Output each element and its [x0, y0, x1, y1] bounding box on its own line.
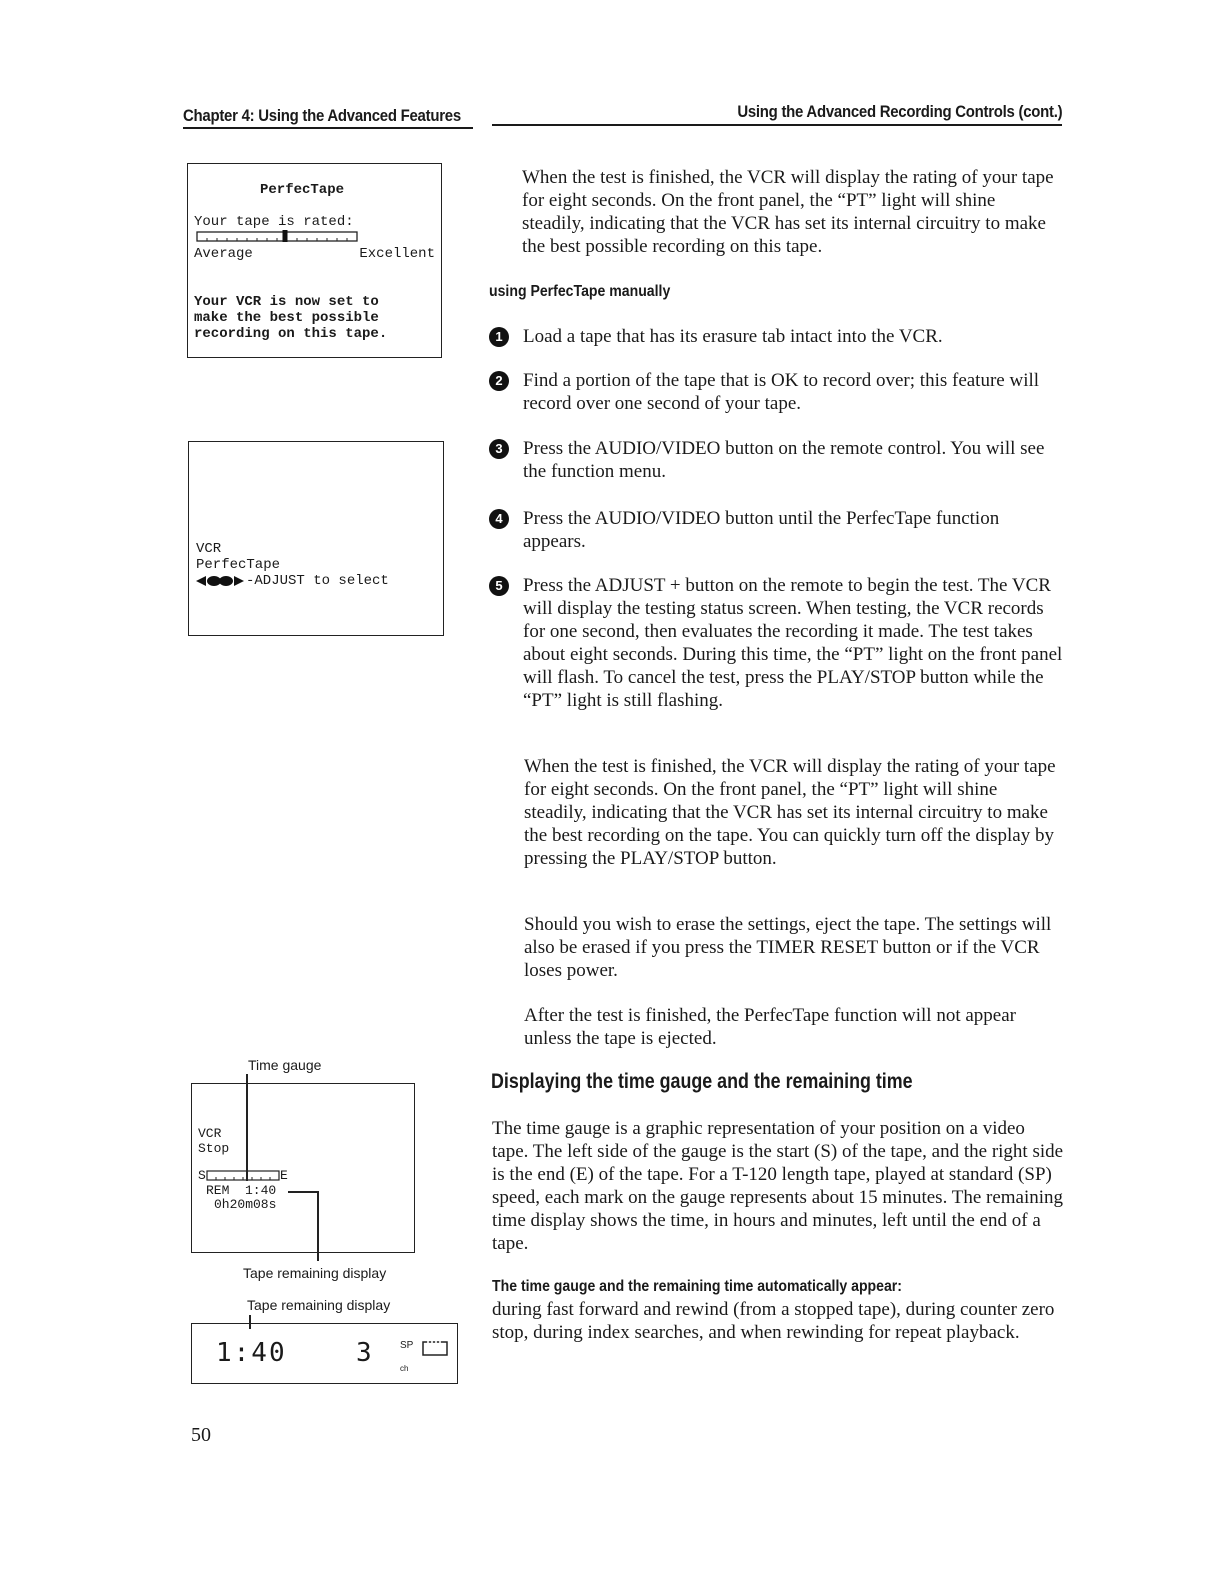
time-gauge-label: Time gauge	[248, 1057, 322, 1073]
manual-heading: using PerfecTape manually	[489, 283, 671, 300]
front-display-time: 1:40	[216, 1338, 287, 1368]
menu-line-perfectape: PerfecTape	[196, 557, 281, 573]
menu-screen	[188, 441, 444, 636]
step-text-3: Press the AUDIO/VIDEO button on the remote control. You will see the function menu.	[523, 438, 1045, 482]
gauge-paragraph: The time gauge is a graphic representation of your position on a video tape. The left side of the gauge is the start (S) of the tape, and the right side is the end (E) of the tape. For a T-120 length tape, played at standard (SP) speed, each mark on the gauge represents about 15 minutes. The remaining time display shows the time, in hours and minutes, left until the end of a tape.	[492, 1118, 1064, 1254]
gauge-rem: REM 1:40	[206, 1183, 277, 1198]
after-paragraph: After the test is finished, the PerfecTape function will not appear unless the tape is ejected.	[524, 1005, 1016, 1049]
chapter-header: Chapter 4: Using the Advanced Features	[183, 106, 461, 125]
tape-remaining-label-1: Tape remaining display	[243, 1265, 387, 1281]
rated-line: Your tape is rated:	[194, 214, 354, 230]
step-2	[489, 369, 1049, 415]
gauge-start-label: S	[198, 1168, 206, 1183]
header-rule-left	[183, 127, 473, 129]
rating-message-2: make the best possible	[194, 310, 379, 326]
rating-marker	[283, 230, 288, 242]
menu-adjust-row	[196, 573, 389, 589]
rating-screen	[187, 163, 442, 358]
step-number-5: 5	[489, 576, 509, 596]
front-display-channel: 3	[356, 1338, 374, 1368]
rating-low-label: Average	[194, 246, 253, 262]
front-display-ch-label: ch	[400, 1364, 409, 1373]
gauge-line-stop: Stop	[198, 1141, 230, 1156]
step-1	[489, 325, 1064, 348]
gauge-line-vcr: VCR	[198, 1126, 222, 1141]
gauge-counter: 0h20m08s	[214, 1197, 277, 1212]
step-number-3: 3	[489, 439, 509, 459]
rating-message-1: Your VCR is now set to	[194, 294, 379, 310]
step-text-1: Load a tape that has its erasure tab intact into the VCR.	[523, 326, 943, 347]
intro-paragraph: When the test is finished, the VCR will display the rating of your tape for eight seconds. On the front panel, the “PT” light will shine steadily, indicating that the VCR has set its internal circuitry to make the best possible recording on this tape.	[522, 167, 1054, 257]
step-number-4: 4	[489, 509, 509, 529]
step-5	[489, 574, 1064, 712]
page-number: 50	[191, 1424, 211, 1446]
rem-leader-h	[288, 1191, 318, 1193]
adjust-arrows-icon	[196, 575, 246, 587]
erase-paragraph: Should you wish to erase the settings, eject the tape. The settings will also be erased if you press the TIMER RESET button or if the VCR loses power.	[524, 914, 1052, 981]
front-panel-display	[191, 1323, 458, 1384]
rem-leader-v	[317, 1191, 319, 1261]
gauge-end-label: E	[280, 1168, 288, 1183]
gauge-screen	[191, 1083, 415, 1253]
time-gauge-bar	[206, 1170, 282, 1182]
menu-line-vcr: VCR	[196, 541, 222, 557]
rating-gauge	[196, 230, 366, 244]
front-display-speed: SP	[400, 1340, 414, 1351]
menu-line-adjust: -ADJUST to select	[246, 573, 389, 589]
section-header: Using the Advanced Recording Controls (cont.)	[736, 102, 1062, 121]
step-text-4: Press the AUDIO/VIDEO button until the PerfecTape function appears.	[523, 508, 1000, 552]
step-number-1: 1	[489, 327, 509, 347]
finished-paragraph: When the test is finished, the VCR will display the rating of your tape for eight seconds. On the front panel, the “PT” light will shine steadily, indicating that the VCR has set its internal circuitry to make the best recording on the tape. You can quickly turn off the display by pressing the PLAY/STOP button.	[524, 756, 1056, 869]
header-rule-right	[492, 124, 1062, 126]
auto-heading: The time gauge and the remaining time automatically appear:	[492, 1278, 902, 1295]
step-number-2: 2	[489, 371, 509, 391]
step-3	[489, 437, 1064, 483]
cassette-icon	[422, 1340, 450, 1358]
step-text-2: Find a portion of the tape that is OK to record over; this feature will record over one second of your tape.	[523, 370, 1040, 414]
rating-title: PerfecTape	[260, 182, 345, 198]
rating-message-3: recording on this tape.	[194, 326, 388, 342]
step-text-5: Press the ADJUST + button on the remote to begin the test. The VCR will display the testing status screen. When testing, the VCR records for one second, then evaluates the recording it made. The test takes about eight seconds. During this time, the “PT” light on the front panel will flash. To cancel the test, press the PLAY/STOP button while the “PT” light is still flashing.	[523, 575, 1063, 711]
gauge-heading: Displaying the time gauge and the remaining time	[491, 1070, 913, 1093]
auto-paragraph: during fast forward and rewind (from a stopped tape), during counter zero stop, during index searches, and when rewinding for repeat playback.	[492, 1299, 1055, 1343]
step-4	[489, 507, 1064, 553]
tape-remaining-label-2: Tape remaining display	[247, 1297, 391, 1313]
rating-high-label: Excellent	[359, 246, 435, 262]
